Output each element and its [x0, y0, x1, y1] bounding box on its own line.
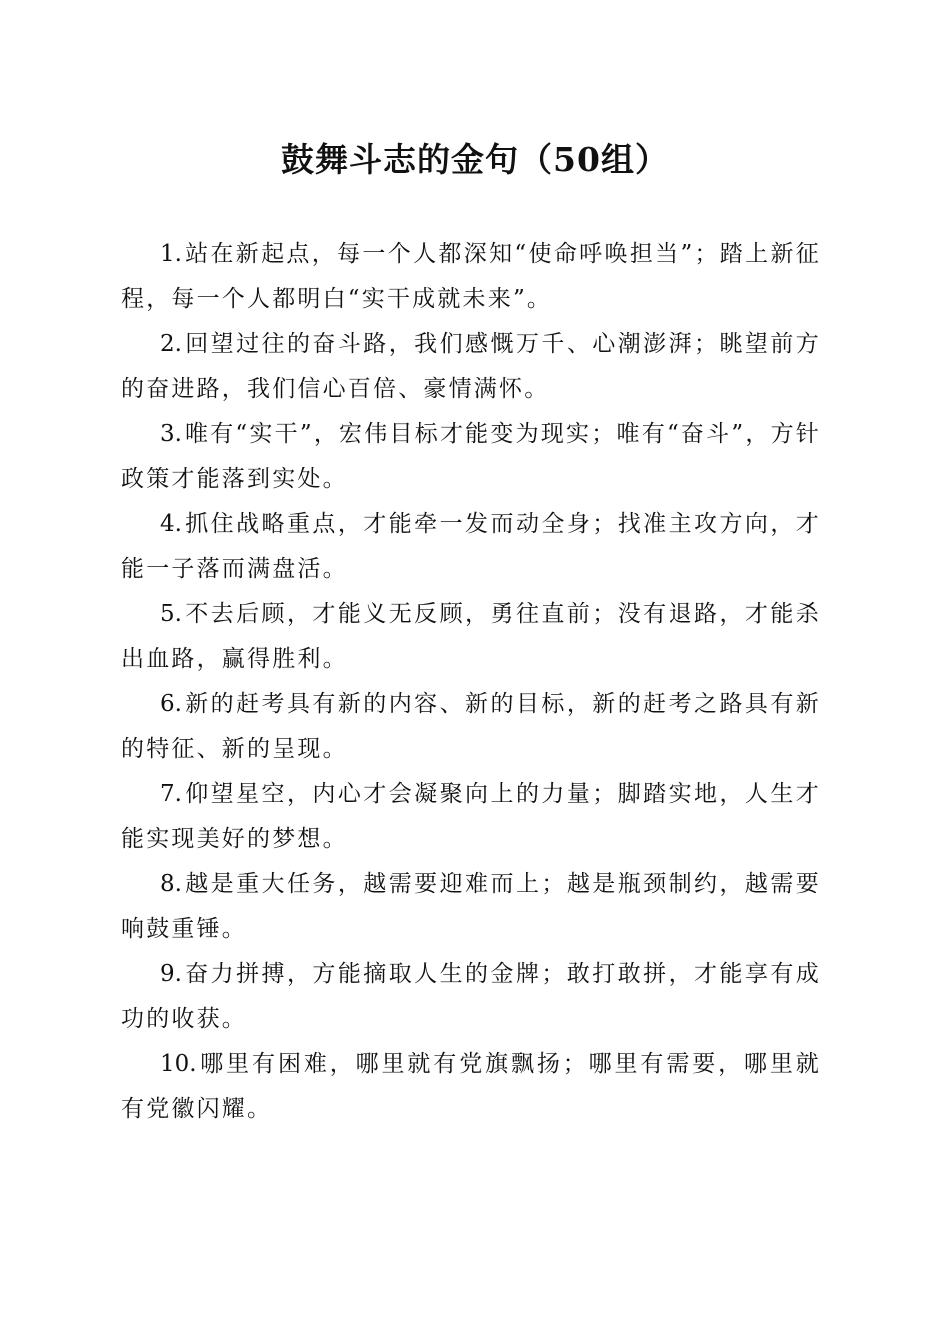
list-item	[121, 502, 821, 592]
item-text: 不去后顾，才能义无反顾，勇往直前；没有退路，才能杀出血路，赢得胜利。	[121, 601, 821, 672]
item-number: 8.	[160, 871, 182, 897]
item-text: 抓住战略重点，才能牵一发而动全身；找准主攻方向，才能一子落而满盘活。	[121, 511, 821, 582]
list-item	[121, 322, 821, 412]
item-text: 哪里有困难，哪里就有党旗飘扬；哪里有需要，哪里就有党徽闪耀。	[121, 1051, 821, 1122]
item-number: 4.	[160, 511, 182, 537]
list-item	[121, 1042, 821, 1132]
quote-list	[121, 232, 821, 1132]
list-item	[121, 232, 821, 322]
item-text: 唯有“实干”，宏伟目标才能变为现实；唯有“奋斗”，方针政策才能落到实处。	[121, 421, 821, 492]
item-text: 新的赶考具有新的内容、新的目标，新的赶考之路具有新的特征、新的呈现。	[121, 691, 821, 762]
item-number: 2.	[160, 331, 182, 357]
item-text: 仰望星空，内心才会凝聚向上的力量；脚踏实地，人生才能实现美好的梦想。	[121, 781, 821, 852]
item-number: 10.	[160, 1051, 197, 1077]
item-text: 越是重大任务，越需要迎难而上；越是瓶颈制约，越需要响鼓重锤。	[121, 871, 821, 942]
item-text: 站在新起点，每一个人都深知“使命呼唤担当”；踏上新征程，每一个人都明白“实干成就未来”。	[121, 241, 821, 312]
list-item	[121, 412, 821, 502]
page-title: 鼓舞斗志的金句（50组）	[281, 140, 669, 179]
item-number: 6.	[160, 691, 182, 717]
list-item	[121, 952, 821, 1042]
list-item	[121, 592, 821, 682]
item-number: 5.	[160, 601, 182, 627]
item-number: 7.	[160, 781, 182, 807]
item-number: 1.	[160, 241, 182, 267]
list-item	[121, 772, 821, 862]
list-item	[121, 862, 821, 952]
item-number: 3.	[160, 421, 182, 447]
item-text: 奋力拼搏，方能摘取人生的金牌；敢打敢拼，才能享有成功的收获。	[121, 961, 821, 1032]
item-number: 9.	[160, 961, 182, 987]
list-item	[121, 682, 821, 772]
item-text: 回望过往的奋斗路，我们感慨万千、心潮澎湃；眺望前方的奋进路，我们信心百倍、豪情满怀。	[121, 331, 821, 402]
